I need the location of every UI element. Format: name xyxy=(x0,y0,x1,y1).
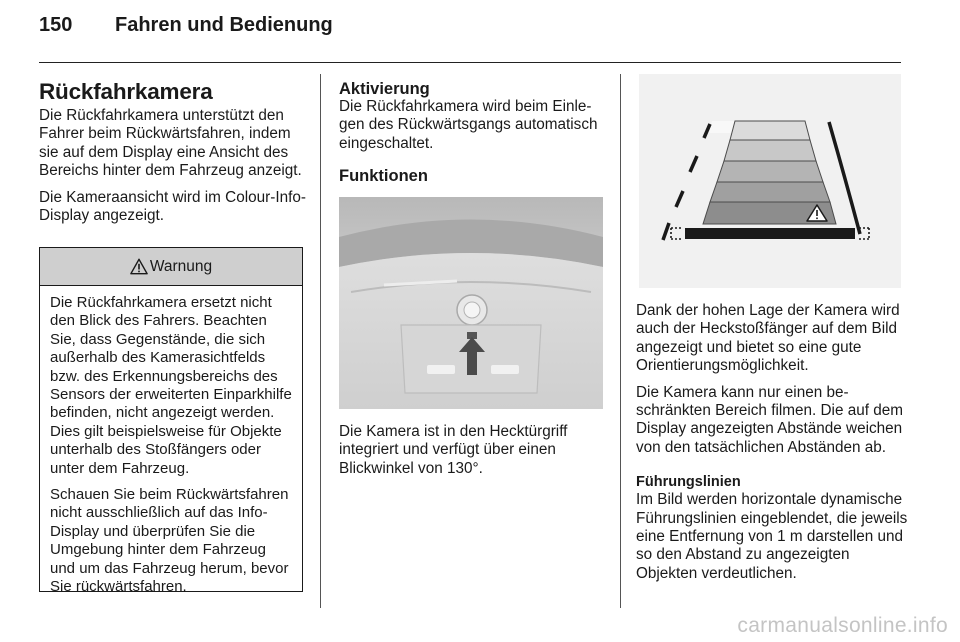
activation-heading: Aktivierung xyxy=(339,80,430,98)
intro-paragraph: Die Rückfahrkamera unterstützt den Fahrer beim Rückwärtsfahren, indem sie auf dem Display eine Ansicht des Bereichs hinter dem Fahrzeug anzeigt. xyxy=(39,107,302,180)
section-title: Rückfahrkamera xyxy=(39,79,213,104)
camera-caption: Die Kamera ist in den Hecktürgriff integriert und verfügt über einen Blickwinkel von 130°. xyxy=(339,423,568,477)
camera-range-paragraph: Die Kamera kann nur einen beschränkten Bereich filmen. Die auf dem Display angezeigten Abstände weichen von den tatsächlichen Abständen ab. xyxy=(636,383,903,456)
warning-header xyxy=(40,248,302,286)
header-rule xyxy=(39,62,901,63)
watermark-text: carmanualsonline.info xyxy=(737,614,948,637)
page-number: 150 xyxy=(39,14,73,36)
column-divider-left xyxy=(320,74,321,608)
column-divider-right xyxy=(620,74,621,608)
left-column xyxy=(39,79,307,233)
guidelines-text: Im Bild werden horizontale dynamische Führungslinien eingeblendet, die jeweils eine Entfernung von 1 m darstellen und so den Abstand zu angezeigten Objekten verdeutlichen. xyxy=(636,491,908,582)
guideline-display-diagram xyxy=(639,74,901,288)
guidelines-heading: Führungslinien xyxy=(636,474,741,491)
warning-paragraph: Schauen Sie beim Rückwärtsfahren nicht ausschließlich auf das Info-Display und überprüfen Sie die Umgebung hinter dem Fahrzeug und um das Fahrzeug herum, bevor Sie rückwärtsfahren. xyxy=(50,486,289,596)
display-paragraph: Die Kameraansicht wird im Colour-Info-Display angezeigt. xyxy=(39,188,306,225)
camera-location-illustration xyxy=(339,197,603,409)
right-column xyxy=(636,302,908,591)
middle-column xyxy=(339,80,609,185)
warning-box xyxy=(39,247,303,596)
chapter-title: Fahren und Bedienung xyxy=(115,14,333,36)
camera-position-paragraph: Dank der hohen Lage der Kamera wird auch der Heckstoßfänger auf dem Bild angezeigt und bietet so eine gute Orientierungsmöglichkeit. xyxy=(636,302,900,375)
warning-label: Warnung xyxy=(149,257,213,275)
warning-triangle-icon xyxy=(130,258,148,275)
page-header xyxy=(39,14,333,44)
functions-heading: Funktionen xyxy=(339,167,428,186)
activation-text: Die Rückfahrkamera wird beim Einlegen des Rückwärtsgangs automatisch eingeschaltet. xyxy=(339,98,598,152)
warning-paragraph: Die Rückfahrkamera ersetzt nicht den Blick des Fahrers. Beachten Sie, dass Gegenstände, die sich außerhalb des Kamerasichtfelds bzw. des Erkennungsbereichs des Sensors der erweiterten Einparkhilfe befinden, nicht angezeigt werden. Dies gilt beispielsweise für Objekte unterhalb des Stoßfängers oder unter dem Fahrzeug. xyxy=(50,294,292,477)
middle-caption xyxy=(339,423,609,486)
warning-body xyxy=(40,286,302,597)
